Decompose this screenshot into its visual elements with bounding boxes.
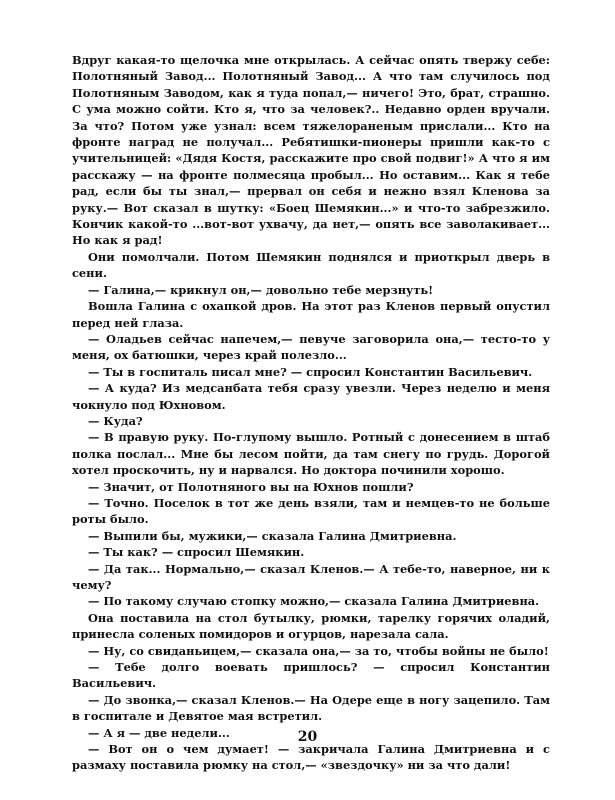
paragraph: — До звонка,— сказал Кленов.— На Одере еще в ногу зацепило. Там в госпитале и Девятое мая встретил. (72, 692, 550, 724)
paragraph: Она поставила на стол бутылку, рюмки, тарелку горячих оладий, принесла соленых помидоров и огурцов, нарезала сала. (72, 610, 550, 642)
paragraph: Вошла Галина с охапкой дров. На этот раз Кленов первый опустил перед ней глаза. (72, 299, 550, 330)
paragraph: — Да так... Нормально,— сказал Кленов.— А тебе-то, наверное, ни к чему? (72, 561, 550, 592)
paragraph: Вдруг какая-то щелочка мне открылась. А сейчас опять твержу себе: Полотняный Завод... Полотняный Завод... А что там случилось под Полотняным Заводом, как я туда попал,— ничего! Это, брат, страшно. С ума можно сойти. Кто я, что за человек?.. Недавно орден вручали. За что? Потом уже узнал: всем тяжелораненым прислали... Кто на фронте наград не получал... Ребятишки-пионеры пришли как-то с учительницей: «Дядя Костя, расскажите про свой подвиг!» А что я им расскажу — на фронте полмесяца пробыл... Но оставим... Как я тебе рад, если бы ты знал,— прервал он себя и нежно взял Кленова за руку.— Вот сказал в шутку: «Боец Шемякин...» и что-то забрезжило. Кончик какой-то ...вот-вот ухвачу, да нет,— опять все заволакивает... Но как я рад! (72, 53, 550, 248)
paragraph: — Выпили бы, мужики,— сказала Галина Дмитриевна. (88, 528, 457, 543)
paragraph: — Оладьев сейчас напечем,— певуче заговорила она,— тесто-то у меня, ох батюшки, через край полезло... (72, 331, 550, 363)
paragraph: — Точно. Поселок в тот же день взяли, там и немцев-то не больше роты было. (72, 495, 550, 527)
paragraph: — Вот он о чем думает! — закричала Галина Дмитриевна и с размаху поставила рюмку на стол,— «звездочку» ни за что дали! (72, 742, 550, 773)
paragraph: — Ты в госпиталь писал мне? — спросил Константин Васильевич. (88, 364, 533, 379)
paragraph: — Куда? (88, 413, 143, 428)
paragraph: Они помолчали. Потом Шемякин поднялся и приоткрыл дверь в сени. (72, 249, 550, 281)
paragraph: — А я — две недели... (88, 725, 230, 740)
paragraph: — Значит, от Полотняного вы на Юхнов пошли? (88, 479, 414, 494)
paragraph: — Ты как? — спросил Шемякин. (88, 545, 305, 560)
paragraph: — А куда? Из медсанбата тебя сразу увезли. Через неделю и меня чокнуло под Юхновом. (72, 381, 550, 412)
body-text (72, 52, 550, 774)
paragraph: — Галина,— крикнул он,— довольно тебе мерзнуть! (88, 282, 434, 297)
page-number: 20 (297, 729, 318, 745)
paragraph: — Ну, со свиданьицем,— сказала она,— за то, чтобы войны не было! (88, 643, 549, 658)
paragraph: — В правую руку. По-глупому вышло. Ротный с донесением в штаб полка послал... Мне бы лесом пойти, да там снегу по грудь. Дорогой хотел проскочить, ну и нарвался. Но доктора починили хорошо. (72, 430, 550, 478)
paragraph: — Тебе долго воевать пришлось? — спросил Константин Васильевич. (72, 660, 550, 691)
paragraph: — По такому случаю стопку можно,— сказала Галина Дмитриевна. (88, 594, 540, 609)
